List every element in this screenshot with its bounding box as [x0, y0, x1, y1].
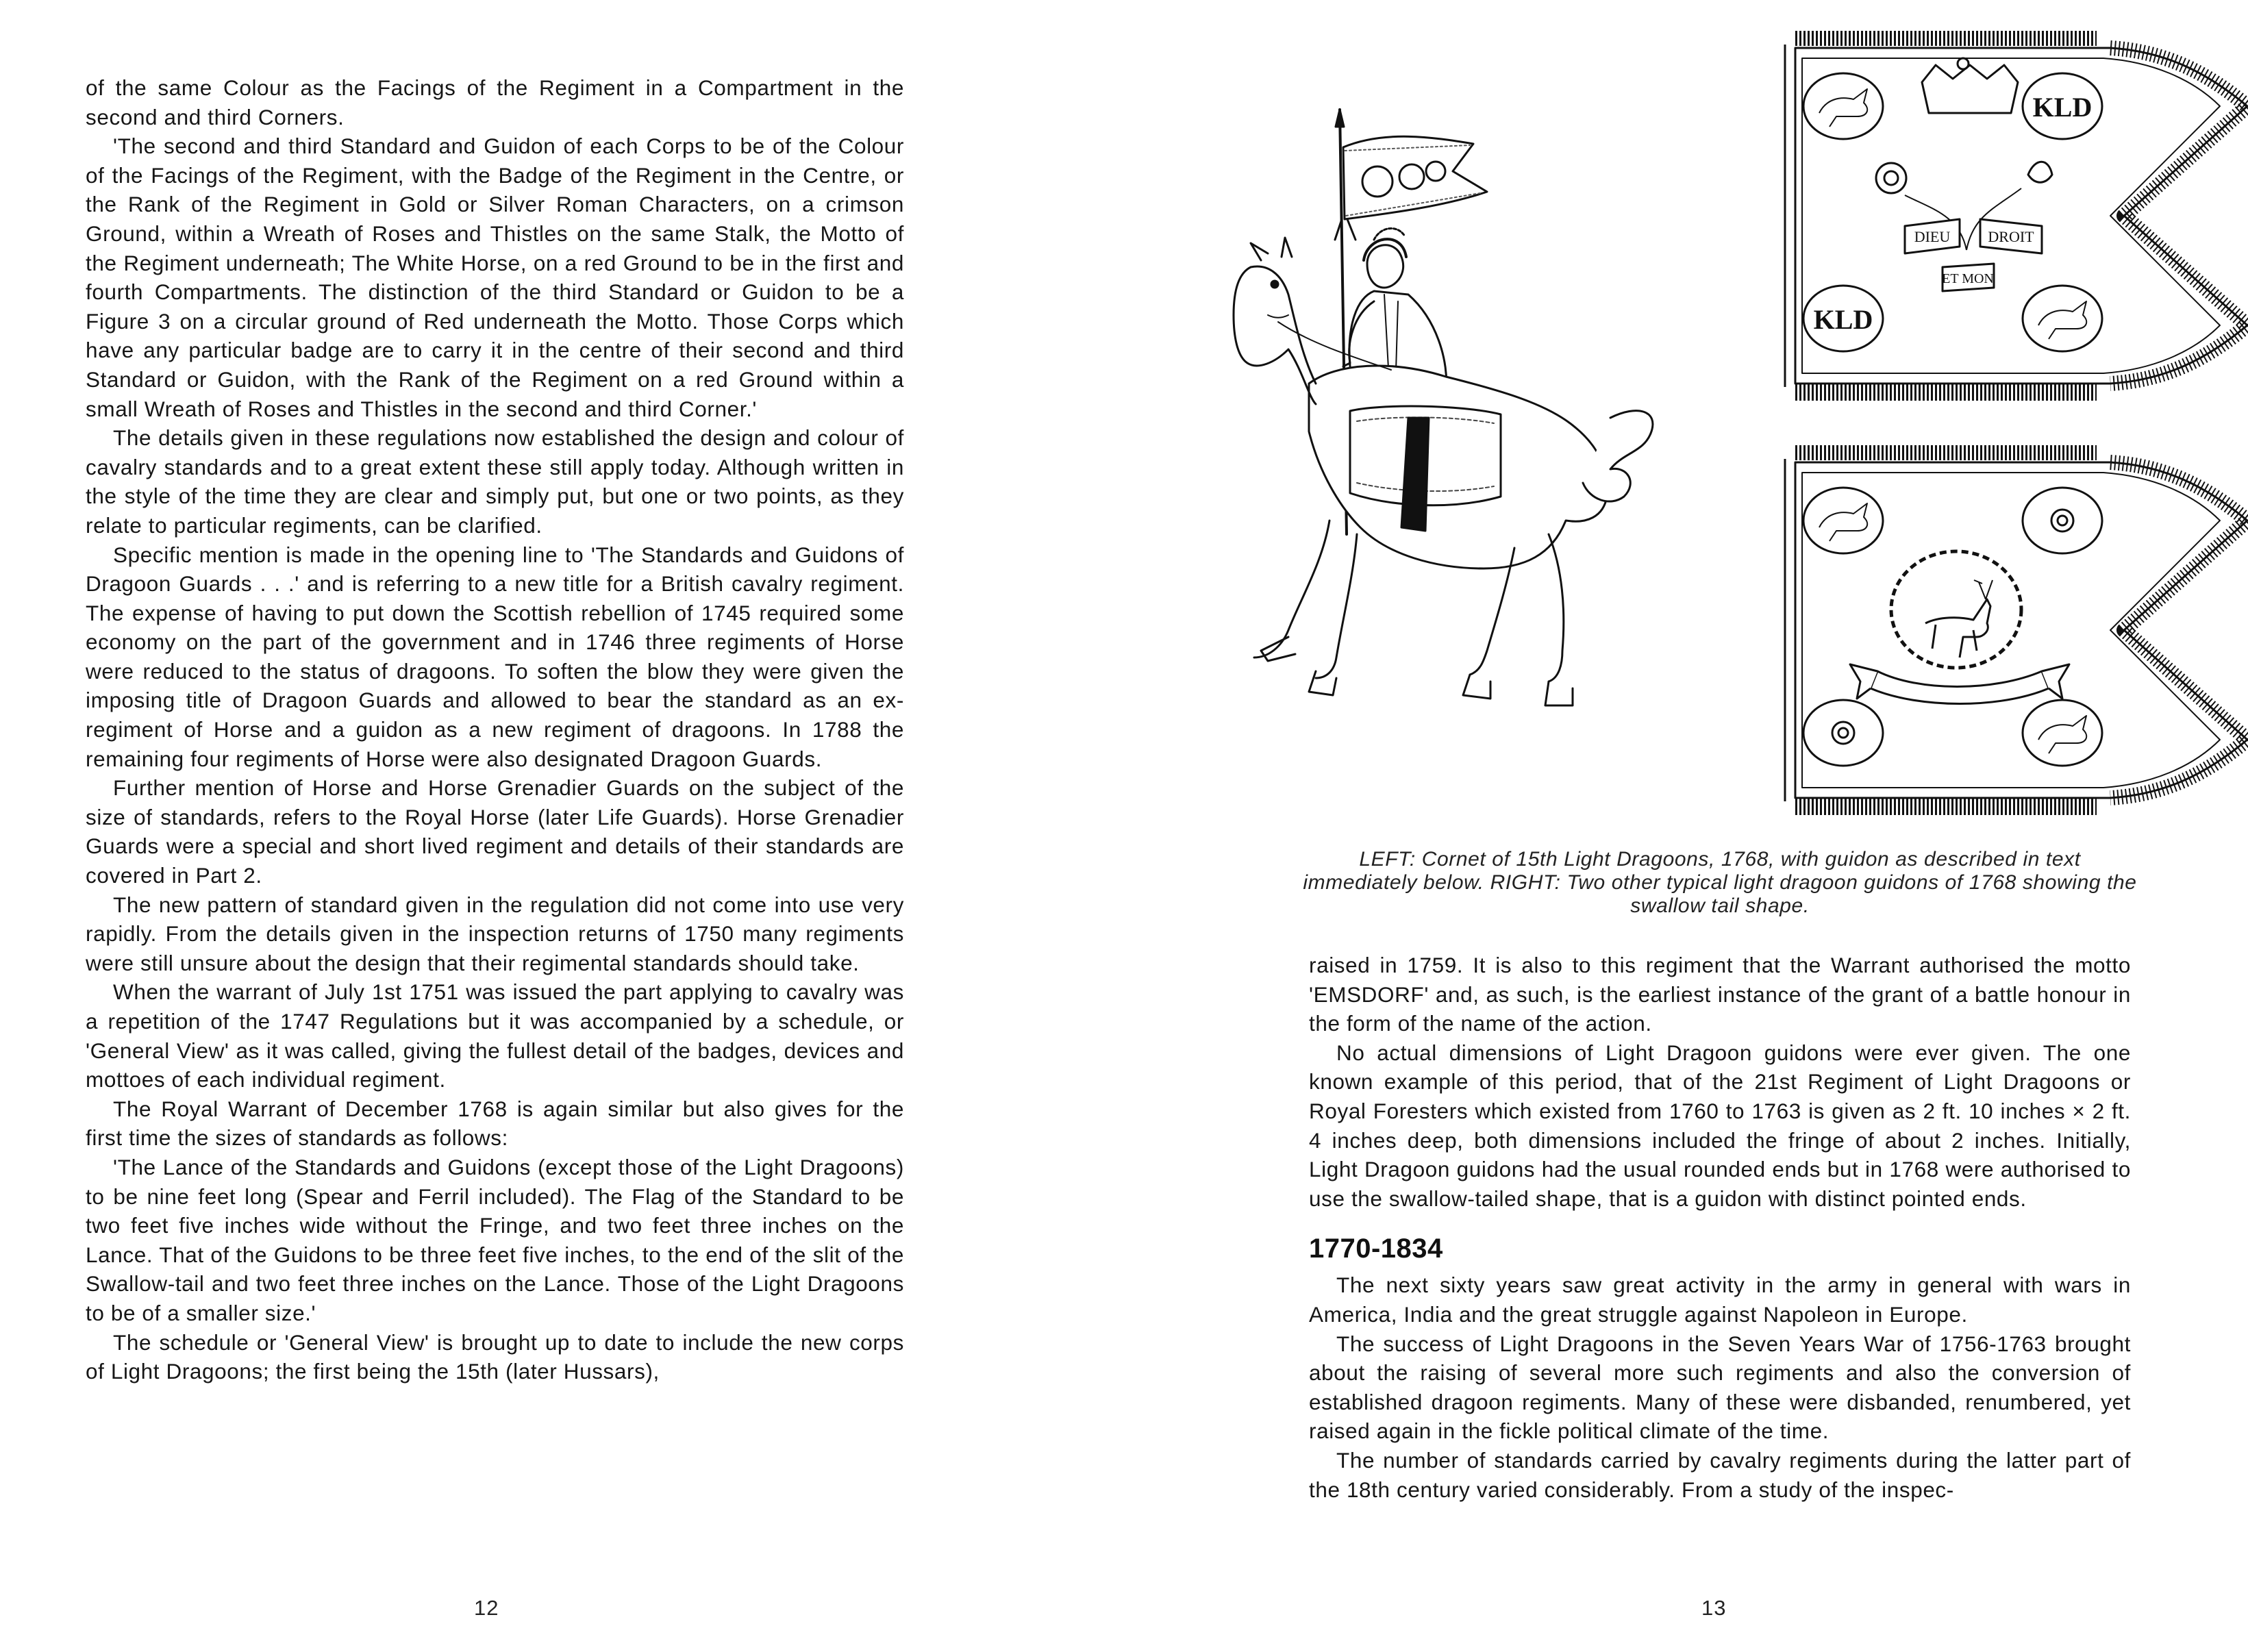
paragraph: Further mention of Horse and Horse Grenadier Guards on the subject of the size of standards, refers to the Royal Horse (later Life Guards). Horse Grenadier Guards were a special and short lived regiment and details of their standards are covered in Part 2. [86, 775, 904, 888]
paragraph: raised in 1759. It is also to this regiment that the Warrant authorised the motto 'EMSDORF' and, as such, is the earliest instance of the grant of a battle honour in the form of the name of the action. [1309, 953, 2131, 1036]
paragraph: The number of standards carried by cavalry regiments during the latter part of the 18th century varied considerably. From a study of the inspec- [1309, 1447, 2131, 1502]
paragraph: No actual dimensions of Light Dragoon guidons were ever given. The one known example of this period, that of the 21st Regiment of Light Dragoons or Royal Foresters which existed from 1760 to 1763 is given as 2 ft. 10 inches × 2 ft. 4 inches deep, both dimensions included the fringe of about 2 inches. Initially, Light Dragoon guidons had the usual rounded ends but in 1768 were authorised to use the swallow-tailed shape, that is a guidon with distinct pointed ends. [1309, 1040, 2131, 1211]
badge-kld-top: KLD [2032, 92, 2093, 123]
paragraph: The success of Light Dragoons in the Seven Years War of 1756-1763 brought about the raising of several more such regiments and also the conversion of established dragoon regiments. Many of these were disbanded, renumbered, yet raised again in the fickle political climate of the time. [1309, 1331, 2131, 1444]
page-number-left: 12 [474, 1596, 499, 1620]
figure-caption: LEFT: Cornet of 15th Light Dragoons, 1768, with guidon as described in text immediately below. RIGHT: Two other typical light dragoon guidons of 1768 showing the swallow tail shape. [1303, 848, 2137, 917]
paragraph: 'The second and third Standard and Guidon of each Corps to be of the Colour of the Facings of the Regiment, with the Badge of the Regiment in the Centre, or the Rank of the Regiment in Gold or Silver Roman Characters, on a crimson Ground, within a Wreath of Roses and Thistles on the same Stalk, the Motto of the Regiment underneath; The White Horse, on a red Ground to be in the first and fourth Compartments. The distinction of the third Standard or Guidon to be a Figure 3 on a circular ground of Red underneath the Motto. Those Corps which have any particular badge are to carry it in the centre of their second and third Standard or Guidon, with the Rank of the Regiment on a red Ground within a small Wreath of Roses and Thistles in the second and third Corner.' [86, 134, 904, 421]
motto-dieu: DIEU [1914, 228, 1951, 245]
paragraph: of the same Colour as the Facings of the Regiment in a Compartment in the second and third Corners. [86, 75, 904, 129]
page-number-right: 13 [1701, 1596, 1727, 1620]
left-page-text [86, 73, 904, 1386]
badge-kld-bottom: KLD [1813, 304, 1873, 335]
paragraph: When the warrant of July 1st 1751 was issued the part applying to cavalry was a repetition of the 1747 Regulations but it was accompanied by a schedule, or 'General View' as it was called, giving the fullest detail of the badges, devices and mottoes of each individual regiment. [86, 979, 904, 1092]
paragraph: The next sixty years saw great activity in the army in general with wars in America, India and the great struggle against Napoleon in Europe. [1309, 1273, 2131, 1327]
paragraph: 'The Lance of the Standards and Guidons (except those of the Light Dragoons) to be nine feet long (Spear and Ferril included). The Flag of the Standard to be two feet five inches wide without the Fringe, and two feet three inches on the Lance. That of the Guidons to be three feet five inches, to the end of the slit of the Swallow-tail and two feet three inches on the Lance. Those of the Light Dragoons to be of a smaller size.' [86, 1154, 904, 1325]
cornet-on-horseback-illustration [1227, 96, 1665, 747]
paragraph: The Royal Warrant of December 1768 is again similar but also gives for the first time the sizes of standards as follows: [86, 1096, 904, 1151]
paragraph: The new pattern of standard given in the regulation did not come into use very rapidly. From the details given in the inspection returns of 1750 many regiments were still unsure about the design that their regimental standards should take. [86, 892, 904, 975]
section-heading: 1770-1834 [1309, 1234, 1443, 1264]
paragraph: Specific mention is made in the opening line to 'The Standards and Guidons of Dragoon Guards . . .' and is referring to a new title for a British cavalry regiment. The expense of having to put down the Scottish rebellion of 1745 required some economy on the part of the government and in 1746 three regiments of Horse were reduced to the status of dragoons. To soften the blow they were given the imposing title of Dragoon Guards and allowed to bear the standard as an ex-regiment of Horse and a guidon as a new regiment of dragoons. In 1788 the remaining four regiments of Horse were also designated Dragoon Guards. [86, 542, 904, 771]
kld-guidon-illustration [1672, 31, 2248, 401]
motto-et-mon: ET MON [1942, 271, 1994, 286]
right-page-text [1309, 951, 2131, 1504]
paragraph: The details given in these regulations now established the design and colour of cavalry standards and to a great extent these still apply today. Although written in the style of the time they are clear and simply put, but one or two points, as they relate to particular regiments, can be clarified. [86, 425, 904, 538]
stag-guidon-illustration [1672, 445, 2248, 815]
right-page [1124, 0, 2248, 1652]
paragraph: The schedule or 'General View' is brought up to date to include the new corps of Light Dragoons; the first being the 15th (later Hussars), [86, 1329, 904, 1384]
motto-droit: DROIT [1988, 228, 2034, 245]
